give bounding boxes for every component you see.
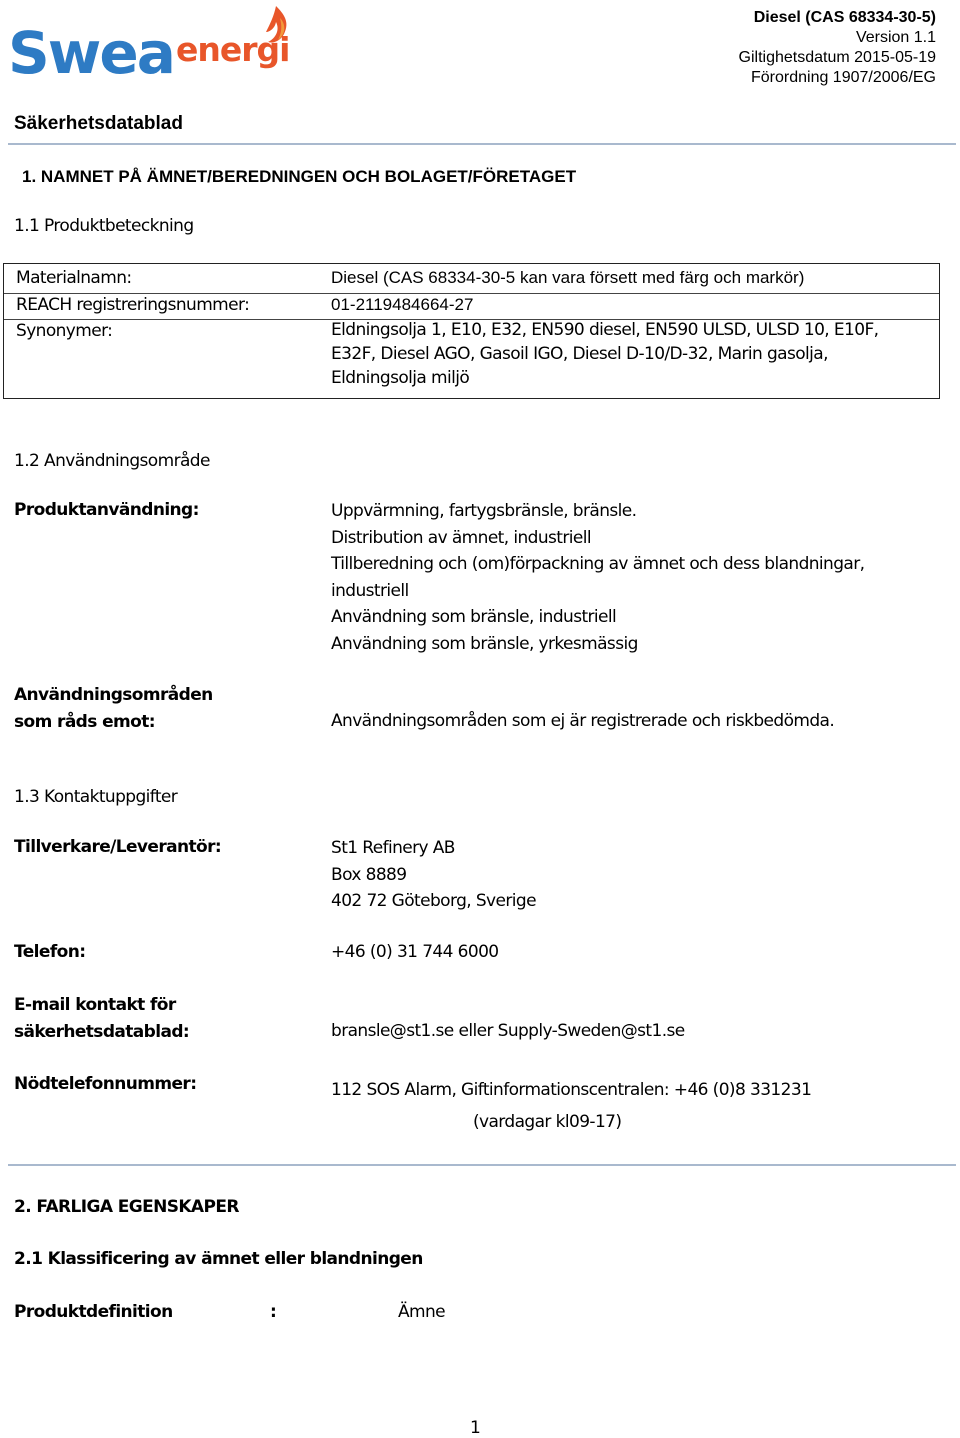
header-validity: Giltighetsdatum 2015-05-19 <box>738 49 936 66</box>
header-regulation: Förordning 1907/2006/EG <box>750 69 936 86</box>
material-name-label: Materialnamn: <box>16 268 132 288</box>
synonyms-line: Eldningsolja 1, E10, E32, EN590 diesel, EN590 ULSD, ULSD 10, E10F, <box>331 320 879 340</box>
product-definition-value: Ämne <box>398 1302 446 1322</box>
header-version: Version 1.1 <box>855 29 936 46</box>
document-title: Säkerhetsdatablad <box>14 113 183 134</box>
document-header-info <box>739 8 936 88</box>
section-2-1-title: 2.1 Klassificering av ämnet eller blandningen <box>14 1249 423 1269</box>
page-number: 1 <box>470 1418 481 1438</box>
email-label <box>14 992 189 1045</box>
section-1-1-title: 1.1 Produktbeteckning <box>14 216 194 236</box>
divider <box>8 143 956 145</box>
section-1-2-title: 1.2 Användningsområde <box>14 451 210 471</box>
synonyms-line: E32F, Diesel AGO, Gasoil IGO, Diesel D-10/D-32, Marin gasolja, <box>331 344 828 364</box>
product-use-list <box>331 498 864 657</box>
emergency-value: 112 SOS Alarm, Giftinformationscentralen: +46 (0)8 331231 <box>331 1080 812 1100</box>
swea-energi-logo <box>8 4 298 90</box>
divider <box>8 1164 956 1166</box>
header-product: Diesel (CAS 68334-30-5) <box>753 9 936 26</box>
product-use-item: Uppvärmning, fartygsbränsle, bränsle. <box>331 501 637 521</box>
product-identifier-table <box>3 263 940 399</box>
advised-against-label <box>14 682 213 735</box>
reach-number-value: 01-2119484664-27 <box>331 295 474 314</box>
logo-text-energi: energi <box>176 30 290 69</box>
product-use-item: Användning som bränsle, yrkesmässig <box>331 633 638 654</box>
product-use-item: Tillberedning och (om)förpackning av ämnet och dess blandningar, <box>331 554 865 574</box>
product-use-item: Användning som bränsle, industriell <box>331 607 617 627</box>
product-use-label: Produktanvändning: <box>14 500 199 520</box>
supplier-address-line: 402 72 Göteborg, Sverige <box>331 891 536 911</box>
synonyms-label: Synonymer: <box>16 321 113 341</box>
emergency-hours: (vardagar kl09-17) <box>473 1112 622 1132</box>
section-1-title: 1. NAMNET PÅ ÄMNET/BEREDNINGEN OCH BOLAGET/FÖRETAGET <box>22 167 577 186</box>
section-1-3-title: 1.3 Kontaktuppgifter <box>14 787 178 807</box>
supplier-address-line: Box 8889 <box>331 864 407 885</box>
supplier-address <box>331 835 536 915</box>
phone-label: Telefon: <box>14 942 86 962</box>
synonyms-line: Eldningsolja miljö <box>331 368 470 388</box>
email-label-line: säkerhetsdatablad: <box>14 1021 190 1042</box>
synonyms-value <box>331 318 878 390</box>
advised-against-value: Användningsområden som ej är registrerade och riskbedömda. <box>331 711 835 731</box>
phone-value: +46 (0) 31 744 6000 <box>331 942 499 962</box>
advised-against-label-line: som råds emot: <box>14 711 155 732</box>
logo-text-swea: Swea <box>8 19 174 87</box>
product-definition-separator: : <box>270 1302 277 1322</box>
supplier-label: Tillverkare/Leverantör: <box>14 837 222 857</box>
supplier-address-line: St1 Refinery AB <box>331 838 455 858</box>
reach-number-label: REACH registreringsnummer: <box>16 295 250 315</box>
section-2-title: 2. FARLIGA EGENSKAPER <box>14 1197 239 1217</box>
product-use-item: industriell <box>331 580 409 601</box>
advised-against-label-line: Användningsområden <box>14 685 213 705</box>
email-value: bransle@st1.se eller Supply-Sweden@st1.se <box>331 1021 685 1041</box>
material-name-value: Diesel (CAS 68334-30-5 kan vara försett med färg och markör) <box>331 268 805 287</box>
emergency-label: Nödtelefonnummer: <box>14 1074 197 1094</box>
product-definition-label: Produktdefinition <box>14 1302 173 1322</box>
email-label-line: E-mail kontakt för <box>14 995 176 1015</box>
product-use-item: Distribution av ämnet, industriell <box>331 527 591 548</box>
